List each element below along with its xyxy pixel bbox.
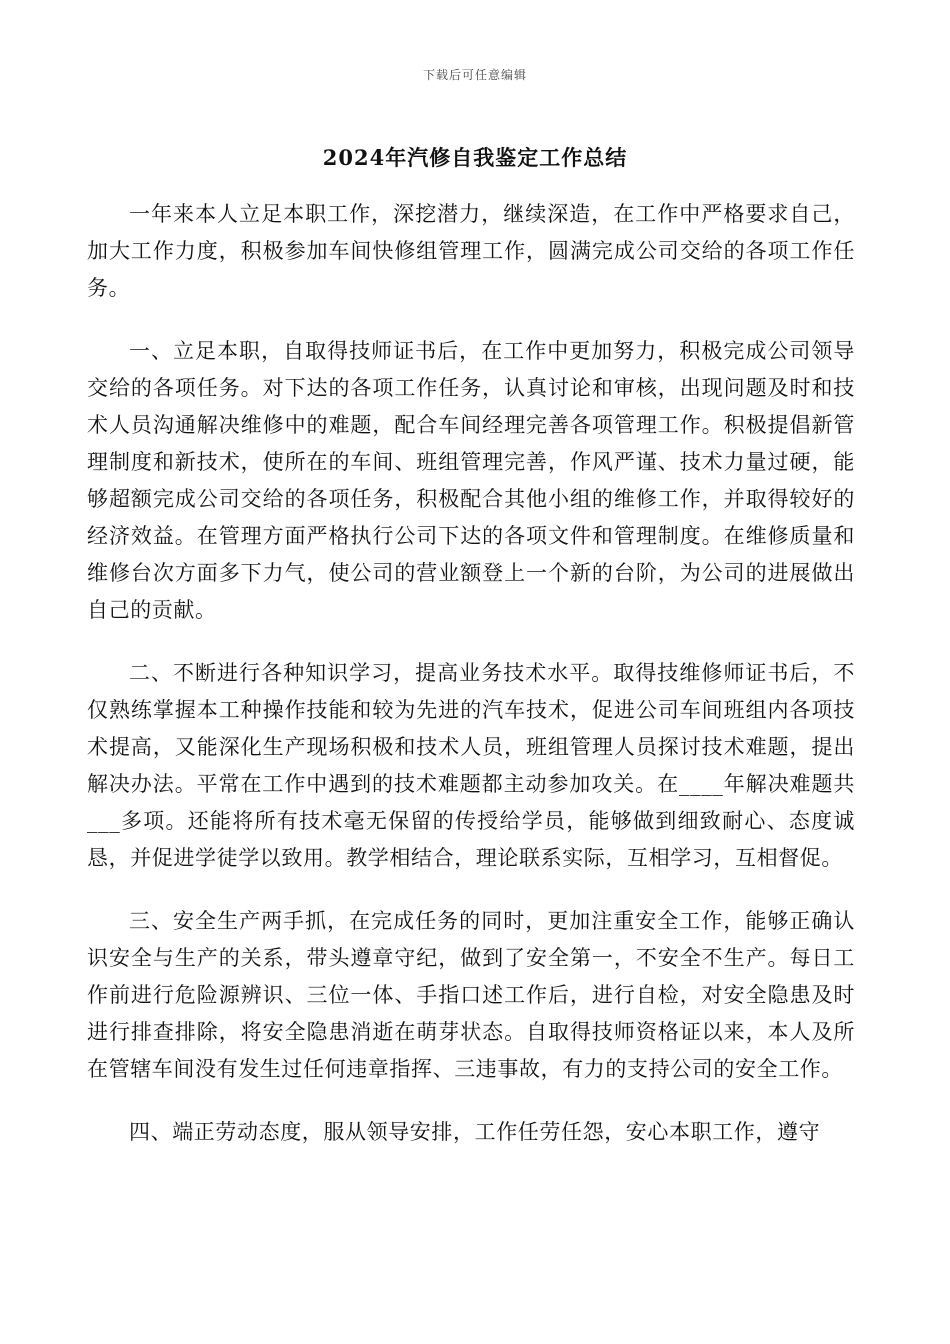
paragraph-section-4: 四、端正劳动态度，服从领导安排，工作任劳任怨，安心本职工作，遵守 [129,1120,821,1144]
paragraph-section-2: 二、不断进行各种知识学习，提高业务技术水平。取得技维修师证书后，不仅熟练掌握本工种操作技能和较为先进的汽车技术，促进公司车间班组内各项技术提高，又能深化生产现场积极和技术人员，班组管理人员探讨技术难题，提出解决办法。平常在工作中遇到的技术难题都主动参加攻关。在____年解决难题共___多项。还能将所有技术毫无保留的传授给学员，能够做到细致耐心、态度诚恳，并促进学徒学以致用。教学相结合，理论联系实际，互相学习，互相督促。 [87,661,855,870]
paragraph-intro: 一年来本人立足本职工作，深挖潜力，继续深造，在工作中严格要求自己，加大工作力度，积极参加车间快修组管理工作，圆满完成公司交给的各项工作任务。 [87,202,855,300]
paragraph-section-3: 三、安全生产两手抓，在完成任务的同时，更加注重安全工作，能够正确认识安全与生产的关系，带头遵章守纪，做到了安全第一，不安全不生产。每日工作前进行危险源辨识、三位一体、手指口述工作后，进行自检，对安全隐患及时进行排查排除，将安全隐患消逝在萌芽状态。自取得技师资格证以来，本人及所在管辖车间没有发生过任何违章指挥、三违事故，有力的支持公司的安全工作。 [87,909,855,1081]
paragraph-section-1: 一、立足本职，自取得技师证书后，在工作中更加努力，积极完成公司领导交给的各项任务。对下达的各项工作任务，认真讨论和审核，出现问题及时和技术人员沟通解决维修中的难题，配合车间经理完善各项管理工作。积极提倡新管理制度和新技术，使所在的车间、班组管理完善，作风严谨、技术力量过硬，能够超额完成公司交给的各项任务，积极配合其他小组的维修工作，并取得较好的经济效益。在管理方面严格执行公司下达的各项文件和管理制度。在维修质量和维修台次方面多下力气，使公司的营业额登上一个新的台阶，为公司的进展做出自己的贡献。 [87,339,855,622]
document-title: 2024年汽修自我鉴定工作总结 [322,145,628,170]
document-body [87,196,855,1177]
header-note: 下载后可任意编辑 [422,68,527,82]
